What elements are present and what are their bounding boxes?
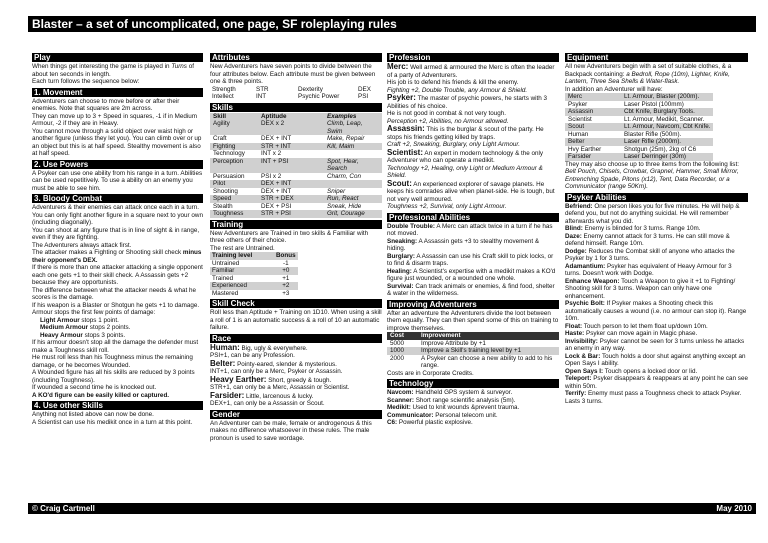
- psyker-ability: Haste: Psyker can move again in Magic phase.: [565, 330, 698, 337]
- race-extra: PSI+1, can be any Profession.: [210, 352, 295, 359]
- attribute-abbr: PSI: [358, 93, 369, 100]
- improving-col-header: Cost: [387, 332, 418, 340]
- table-row: Stealth DEX + PSI Sneak, Hide: [213, 202, 362, 210]
- table-row: Trained +1: [212, 274, 290, 282]
- combat-text: If wounded a second time he is knocked out.: [32, 384, 157, 391]
- technology-item: Navcom: Handheld GPS system & surveyor.: [387, 389, 513, 396]
- gender-text: An Adventurer can be male, female or androgenous & this makes no difference whatsoever in these rules. The male pronoun is used to save wordage.: [210, 419, 372, 442]
- race-entry: Human: Big, ugly & everywhere.: [210, 342, 308, 352]
- improving-text: After an adventure the Adventurers divide the loot between them equally. They can then spend some of this on training to improve themselves.: [387, 309, 559, 332]
- profession-bonus: Perception +2, Abilities, no Armour allowed.: [387, 117, 509, 125]
- table-row: Mastered +3: [212, 289, 290, 297]
- table-row: Human Blaster Rifle (500m).: [568, 130, 682, 138]
- attribute-name: Dexterity: [298, 85, 323, 93]
- table-row: 5000 Improve Attribute by +1: [390, 339, 486, 347]
- technology-item: Communicator: Personal telecom unit.: [387, 411, 498, 419]
- play-heading: Play: [32, 53, 203, 62]
- training-col-header: Training level: [210, 252, 274, 260]
- table-row: Hvy Earther Shotgun (25m), 2kg of C6: [568, 145, 697, 153]
- other-skills-text: A Scientist can use his medikit once in a turn at this point.: [32, 418, 193, 426]
- skills-col-header: Skill: [210, 113, 258, 121]
- race-extra: DEX+1, can only be a Assassin or Scout.: [210, 400, 325, 407]
- training-text: The rest are Untrained.: [210, 244, 275, 252]
- gender-heading: Gender: [210, 410, 382, 419]
- skills-table: [210, 113, 382, 218]
- profession-heading: Profession: [387, 53, 559, 62]
- skill-check-text: Roll less than Aptitude + Training on 1D10. When using a skill a roll of 1 is an automatic success & a roll of 10 an automatic failure.: [210, 309, 382, 331]
- table-row: Toughness STR + PSI Grit, Courage: [210, 210, 382, 218]
- professional-ability: Healing: A Scientist's expertise with a medikit makes a KO'd figure just wounded, or a wounded one whole.: [387, 267, 556, 282]
- column-play: [32, 53, 203, 426]
- psyker-ability: Psychic Bolt: If Psyker makes a Shooting check this automatically causes a wound (i.e. no armour can stop it). Range 10m.: [565, 300, 747, 322]
- table-row: 1000 Improve a Skill's training level by +1: [387, 347, 559, 355]
- table-row: Perception INT + PSI Spot, Hear, Search: [210, 158, 382, 173]
- professional-abilities-heading: Professional Abilities: [387, 213, 559, 222]
- armour-item: Light Armour stops 1 point.: [40, 316, 119, 324]
- table-row: Untrained -1: [212, 259, 289, 267]
- training-text: New Adventurers are Trained in two skills & Familiar with three others of their choice.: [210, 229, 369, 244]
- table-row: Pilot DEX + INT: [210, 180, 382, 188]
- table-row: Speed STR + DEX Run, React: [210, 195, 382, 203]
- footer-author: © Craig Cartmell: [32, 504, 95, 513]
- powers-text: A Psyker can use one ability from his range in a turn. Abilities can be used repetitively. To use a ability on an enemy you must be able to see him.: [32, 169, 203, 192]
- other-skills-text: Anything not listed above can now be done.: [32, 411, 154, 418]
- race-entry: Heavy Earther: Short, greedy & tough.: [210, 374, 332, 384]
- profession-bonus: Fighting +2, Double Trouble, any Armour & Shield.: [387, 86, 528, 94]
- skills-col-header: Aptitude: [258, 113, 324, 121]
- psyker-ability: Blind: Enemy is blinded for 3 turns. Range 10m.: [565, 225, 701, 232]
- combat-text: You can shoot at any figure that is in line of sight & in range, even if they are fighting.: [32, 226, 200, 241]
- combat-text: Adventurers & their enemies can attack once each in a turn. You can only fight another figure in a square next to your own (including diagonally).: [32, 204, 203, 226]
- training-heading: Training: [210, 220, 382, 229]
- table-row: Belter Laser Rifle (2000m).: [565, 138, 713, 146]
- footer-date: May 2010: [716, 504, 752, 513]
- equipment-heading: Equipment: [565, 53, 748, 62]
- table-row: Farsider Laser Derringer (30m): [565, 153, 713, 161]
- table-row: Merc Lt. Armour, Blaster (200m).: [565, 93, 713, 101]
- movement-text: They can move up to 3 + Speed in squares, -1 if in Medium Armour, -2 if they are in Heavy.: [32, 112, 198, 127]
- profession-entry: Assassin: This is the burglar & scout of the party. He stops his friends getting killed by traps.: [387, 124, 544, 141]
- armour-item: Medium Armour stops 2 points.: [40, 324, 131, 331]
- skill-check-heading: Skill Check: [210, 299, 382, 308]
- page-title: Blaster – a set of uncomplicated, one page, SF roleplaying rules: [28, 16, 756, 32]
- professional-ability: Double Trouble: A Merc can attack twice in a turn if he has not moved.: [387, 222, 553, 237]
- race-entry: Farsider: Little, larcenous & lucky.: [210, 390, 314, 400]
- psyker-ability: Dodge: Reduces the Combat skill of anyone who attacks the Psyker by 1 for 3 turns.: [565, 247, 735, 262]
- table-row: Familiar +0: [210, 267, 298, 275]
- table-row: Agility DEX x 2 Climb, Leap, Swim: [210, 120, 382, 135]
- table-row: Scientist Lt. Armour, Medikit, Scanner.: [568, 115, 705, 123]
- technology-heading: Technology: [387, 379, 559, 388]
- professional-ability: Survival: Can track animals or enemies, & find food, shelter & water in the wilderness.: [387, 282, 555, 297]
- attribute-name: Intellect: [212, 93, 234, 100]
- psyker-ability: Teleport: Psyker disappears & reappears at any point he can see within 50m.: [565, 375, 748, 390]
- table-row: Persuasion PSI x 2 Charm, Con: [213, 172, 361, 180]
- column-profession: [387, 53, 559, 427]
- profession-text: He is not good in combat & not very tough.: [387, 110, 507, 117]
- attributes-heading: Attributes: [210, 53, 382, 62]
- combat-text: If his weapon is a Blaster or Shotgun he gets +1 to damage.: [32, 301, 200, 309]
- technology-item: Scanner: Short range scientific analysis (5m).: [387, 396, 516, 404]
- armour-item: Heavy Armour stops 3 points.: [40, 331, 126, 339]
- combat-text: If there is more than one attacker attacking a single opponent each one gets +1 to their skill check. A Assassin gets +2 because they are opportunists.: [32, 264, 203, 286]
- equipment-outro: They may also choose up to three items from the following list: Belt Pouch, Chisels, Crowbar, Grapnel, Hammer, Small Mirror, Entrenching Spade, Pitons (x12), Tent, Data Recorder, or a Communicator (range 50Km).: [565, 160, 739, 190]
- table-row: Shooting DEX + INT Sniper: [213, 187, 346, 195]
- combat-text: The attacker makes a Fighting or Shooting skill check minus their opponent's DEX.: [32, 249, 202, 264]
- table-row: Technology INT x 2: [213, 150, 282, 157]
- table-row: Scout Lt. Armour, Navcom, Cbt Knife.: [565, 123, 713, 131]
- table-row: Fighting STR + INT Kill, Maim: [210, 143, 382, 151]
- psyker-ability: Enhance Weapon: Touch a Weapon to give it +1 to Fighting/ Shooting skill for 3 turns. Weapon can only have one enhancement.: [565, 277, 736, 300]
- play-intro2: Each turn follows the sequence below:: [32, 78, 140, 85]
- equipment-intro2: In addition an Adventurer will have:: [565, 85, 663, 93]
- psyker-ability: Daze: Enemy cannot attack for 3 turns. He can still move & defend himself. Range 10m.: [565, 232, 730, 247]
- psyker-abilities-heading: Psyker Abilities: [565, 193, 748, 202]
- table-row: 2000 A Psyker can choose a new ability to add to his range.: [390, 354, 553, 369]
- psyker-ability: Invisibility: Psyker cannot be seen for 3 turns unless he attacks an enemy in any way.: [565, 337, 745, 352]
- technology-item: Medikit: Used to knit wounds &prevent trauma.: [387, 404, 520, 411]
- combat-text: If his armour doesn't stop all the damage the defender must make a Toughness skill roll.: [32, 339, 199, 354]
- attribute-name: Strength: [212, 85, 236, 93]
- table-row: Psyker Laser Pistol (100mm): [568, 100, 684, 108]
- psyker-ability: Terrify: Enemy must pass a Toughness check to attack Psyker. Lasts 3 turns.: [565, 390, 742, 405]
- combat-text: A KO'd figure can be easily killed or captured.: [32, 391, 170, 399]
- other-skills-heading: 4. Use other Skills: [32, 401, 203, 410]
- table-row: Experienced +2: [210, 282, 298, 290]
- improving-heading: Improving Adventurers: [387, 300, 559, 309]
- psyker-ability: Open Says I: Touch opens a locked door or lid.: [565, 367, 698, 375]
- combat-text: Armour stops the first few points of damage:: [32, 309, 156, 316]
- technology-item: C6: Powerful plastic explosive.: [387, 419, 473, 426]
- attribute-name: Psychic Power: [298, 93, 340, 100]
- combat-text: The Adventurers always attack first.: [32, 241, 132, 249]
- profession-text: His job is to defend his friends & kill the enemy.: [387, 79, 519, 86]
- play-intro: When things get interesting the game is played in Turns of about ten seconds in length.: [32, 63, 194, 78]
- skills-col-header: Examples: [324, 113, 382, 121]
- profession-bonus: Toughness +2, Survival, only Light Armour.: [387, 203, 507, 210]
- combat-text: The difference between what the attacker needs & what he scores is the damage.: [32, 286, 197, 301]
- race-heading: Race: [210, 334, 382, 343]
- movement-text: Adventurers can choose to move before or after their enemies. Note that squares are 2m across.: [32, 97, 180, 112]
- equipment-intro: All new Adventurers begin with a set of suitable clothes, & a Backpack containing: a Bedroll, Rope (10m), Lighter, Knife, Lantern, Three Sea Shells & Water-flask.: [565, 63, 732, 85]
- attribute-abbr: STR: [256, 85, 269, 93]
- combat-text: He must roll less than his Toughness minus the remaining damage, or he becomes Wounded.: [32, 354, 193, 369]
- psyker-ability: Float: Touch person to let them float up/down 10m.: [565, 322, 708, 330]
- profession-bonus: Technology +2, Healing, only Light or Medium Armour & Shield.: [387, 164, 543, 179]
- improving-footnote: Costs are in Corporate Credits.: [387, 369, 474, 377]
- race-extra: STR+1, can only be a Merc, Assassin or Scientist.: [210, 384, 350, 391]
- profession-bonus: Craft +2, Sneaking, Burglary, only Light Armour.: [387, 141, 520, 148]
- profession-entry: Psyker: The master of psychic powers, he starts with 3 Abilities of his choice.: [387, 93, 548, 110]
- profession-entry: Scout: An experienced explorer of savage planets. He keeps his comrades alive when planet-side. He is tough, but not very well armoured.: [387, 178, 555, 203]
- psyker-ability: Lock & Bar: Touch holds a door shut against anything except an Open Says I ability.: [565, 352, 746, 367]
- professional-ability: Sneaking: A Assassin gets +3 to stealthy movement & hiding.: [387, 237, 540, 252]
- training-table: [210, 252, 298, 297]
- attribute-abbr: INT: [256, 93, 267, 100]
- race-extra: INT+1, can only be a Merc, Psyker or Assassin.: [210, 368, 343, 375]
- table-row: Craft DEX + INT Make, Repair: [213, 135, 365, 142]
- professional-ability: Burglary: A Assassin can use his Craft skill to pick locks, or to find & disarm traps.: [387, 252, 554, 267]
- improving-table: [387, 332, 559, 370]
- movement-heading: 1. Movement: [32, 88, 203, 97]
- race-entry: Belter: Pointy-eared, slender & mysterious.: [210, 358, 337, 368]
- skills-heading: Skills: [210, 103, 382, 112]
- combat-text: A Wounded figure has all his skills are reduced by 3 points (including Toughness).: [32, 369, 195, 384]
- table-row: Assassin Cbt Knife, Burglary Tools.: [565, 108, 713, 116]
- improving-col-header: Improvement: [418, 332, 559, 340]
- combat-heading: 3. Bloody Combat: [32, 194, 203, 203]
- equipment-table: [565, 93, 713, 161]
- column-attributes: [210, 53, 382, 442]
- attributes-text: New Adventurers have seven points to divide between the four attributes below. Each attribute must be given between one & three points.: [210, 63, 376, 85]
- training-col-header: Bonus: [276, 252, 296, 259]
- profession-entry: Scientist: An expert in modern technology & the only Adventurer who can operate a medikit.: [387, 147, 544, 164]
- page-footer: [28, 503, 756, 514]
- profession-entry: Merc: Well armed & armoured the Merc is often the leader of a party of Adventurers.: [387, 62, 555, 79]
- attributes-table: [210, 86, 373, 101]
- psyker-ability: Befriend: One person likes you for five minutes. He will help & defend you, but not do anything suicidal. He will remember afterwards what you did.: [565, 202, 740, 225]
- attribute-abbr: DEX: [358, 85, 371, 93]
- column-equipment: [565, 53, 748, 405]
- powers-heading: 2. Use Powers: [32, 160, 203, 169]
- psyker-ability: Adamantium: Psyker has equivalent of Heavy Armour for 3 turns. Doesn't work with Dodge.: [565, 262, 732, 277]
- movement-text: You cannot move through a solid object over waist high or another figure (unless they let you). You can climb over or up an object but this is at half speed. Stealthy movement is also at half speed.: [32, 127, 202, 157]
